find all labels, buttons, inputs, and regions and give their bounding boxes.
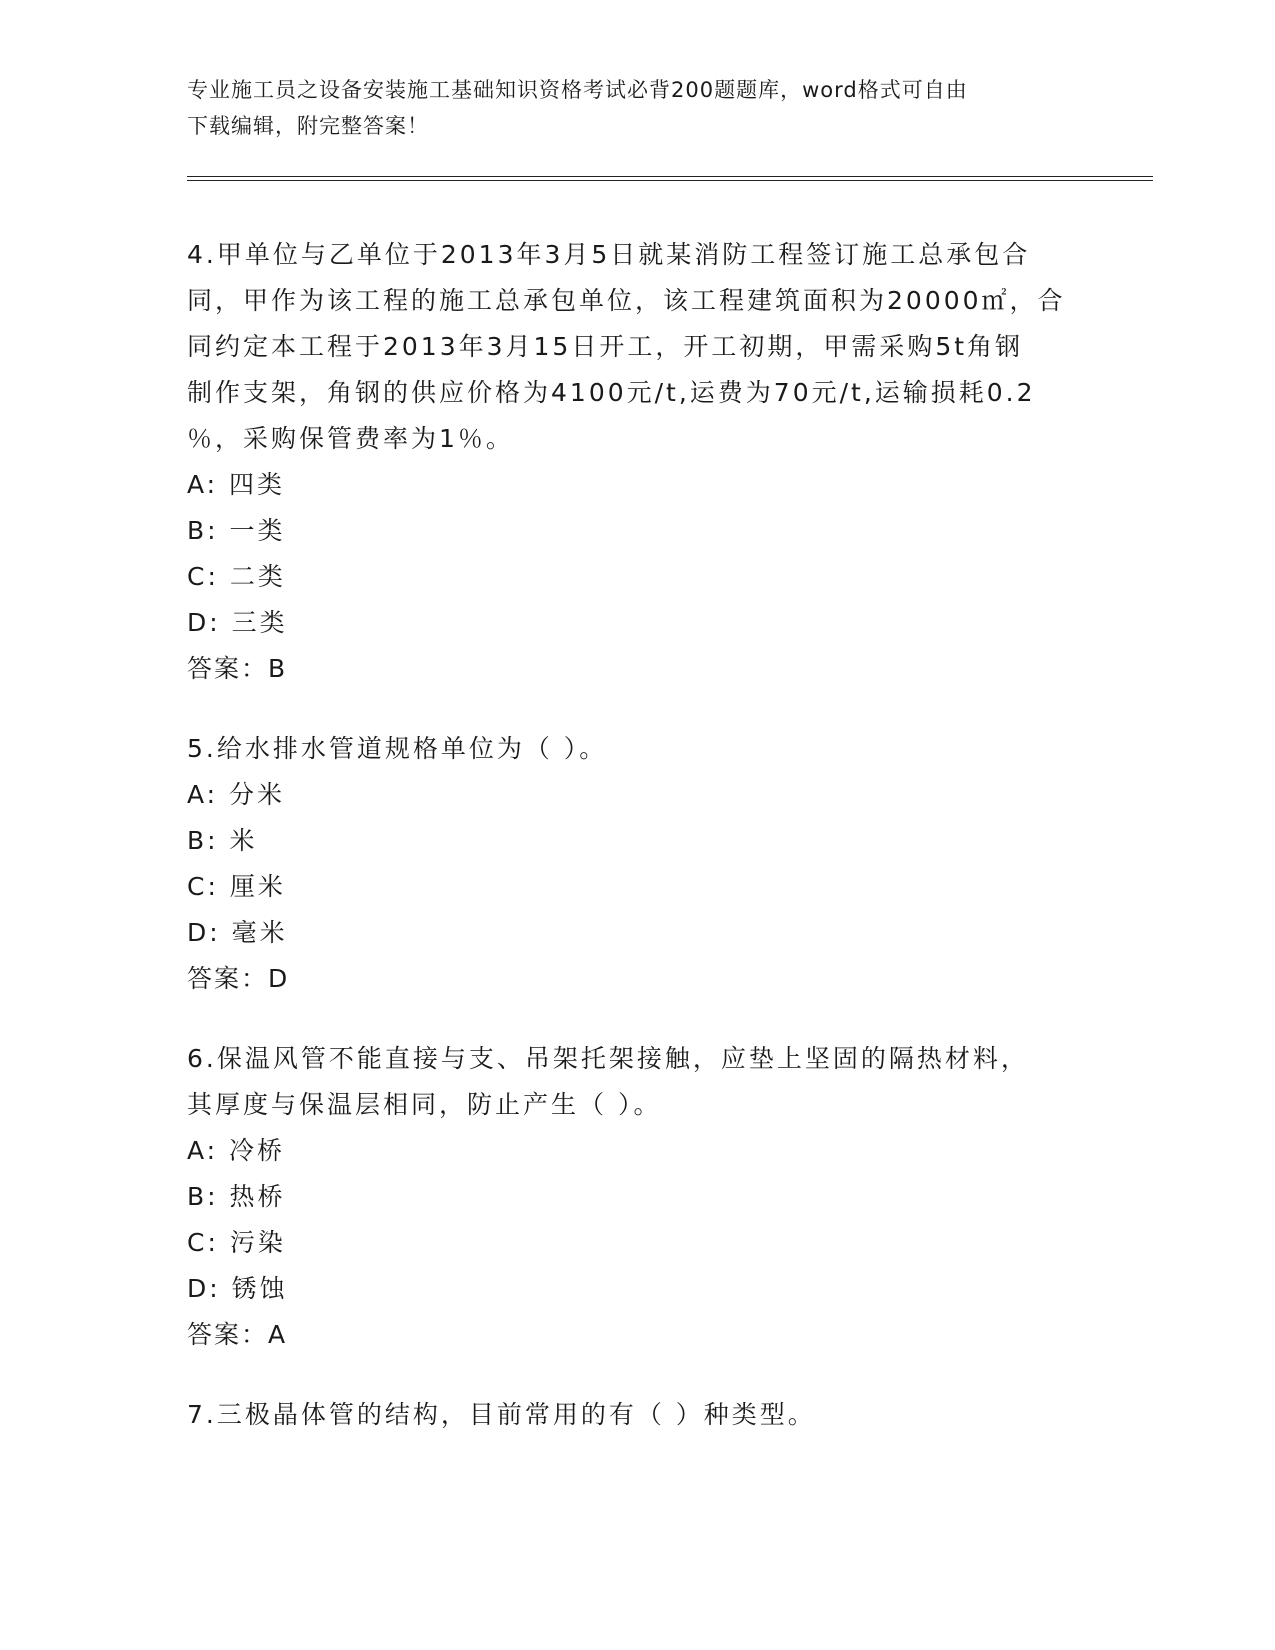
- option-b: B: 热桥: [187, 1182, 286, 1211]
- document-header: [187, 72, 1087, 144]
- stem-line: 制作支架，角钢的供应价格为4100元/t,运费为70元/t,运输损耗0.2: [187, 378, 1036, 407]
- stem-line: 7.三极晶体管的结构，目前常用的有（ ）种类型。: [187, 1400, 816, 1429]
- question-6: [187, 1036, 1087, 1358]
- question-list: [187, 232, 1087, 1472]
- option-c: C: 厘米: [187, 872, 286, 901]
- option-d: D: 毫米: [187, 918, 288, 947]
- option-a: A: 冷桥: [187, 1136, 286, 1165]
- option-d: D: 三类: [187, 608, 288, 637]
- question-4: [187, 232, 1087, 692]
- stem-line: 同约定本工程于2013年3月15日开工，开工初期，甲需采购5t角钢: [187, 332, 1024, 361]
- answer-line: 答案：D: [187, 964, 290, 993]
- option-a: A: 分米: [187, 780, 286, 809]
- header-line-2: 下载编辑，附完整答案！: [187, 114, 429, 138]
- stem-line: 其厚度与保温层相同，防止产生（ ）。: [187, 1090, 662, 1119]
- option-c: C: 污染: [187, 1228, 286, 1257]
- question-7: [187, 1392, 1087, 1438]
- option-d: D: 锈蚀: [187, 1274, 288, 1303]
- question-stem: [187, 1392, 1087, 1438]
- answer-line: 答案：B: [187, 654, 288, 683]
- option-c: C: 二类: [187, 562, 286, 591]
- stem-line: 5.给水排水管道规格单位为（ ）。: [187, 734, 608, 763]
- stem-line: 4.甲单位与乙单位于2013年3月5日就某消防工程签订施工总承包合: [187, 240, 1031, 269]
- question-stem: [187, 232, 1087, 462]
- question-5: [187, 726, 1087, 1002]
- option-a: A: 四类: [187, 470, 286, 499]
- header-line-1: 专业施工员之设备安装施工基础知识资格考试必背200题题库，word格式可自由: [187, 78, 968, 102]
- header-divider: [187, 176, 1153, 181]
- answer-line: 答案：A: [187, 1320, 288, 1349]
- stem-line: ％，采购保管费率为1％。: [187, 424, 514, 453]
- stem-line: 6.保温风管不能直接与支、吊架托架接触，应垫上坚固的隔热材料，: [187, 1044, 1029, 1073]
- question-stem: [187, 1036, 1087, 1128]
- option-b: B: 一类: [187, 516, 286, 545]
- stem-line: 同，甲作为该工程的施工总承包单位，该工程建筑面积为20000㎡，合: [187, 286, 1066, 315]
- option-b: B: 米: [187, 826, 258, 855]
- question-stem: [187, 726, 1087, 772]
